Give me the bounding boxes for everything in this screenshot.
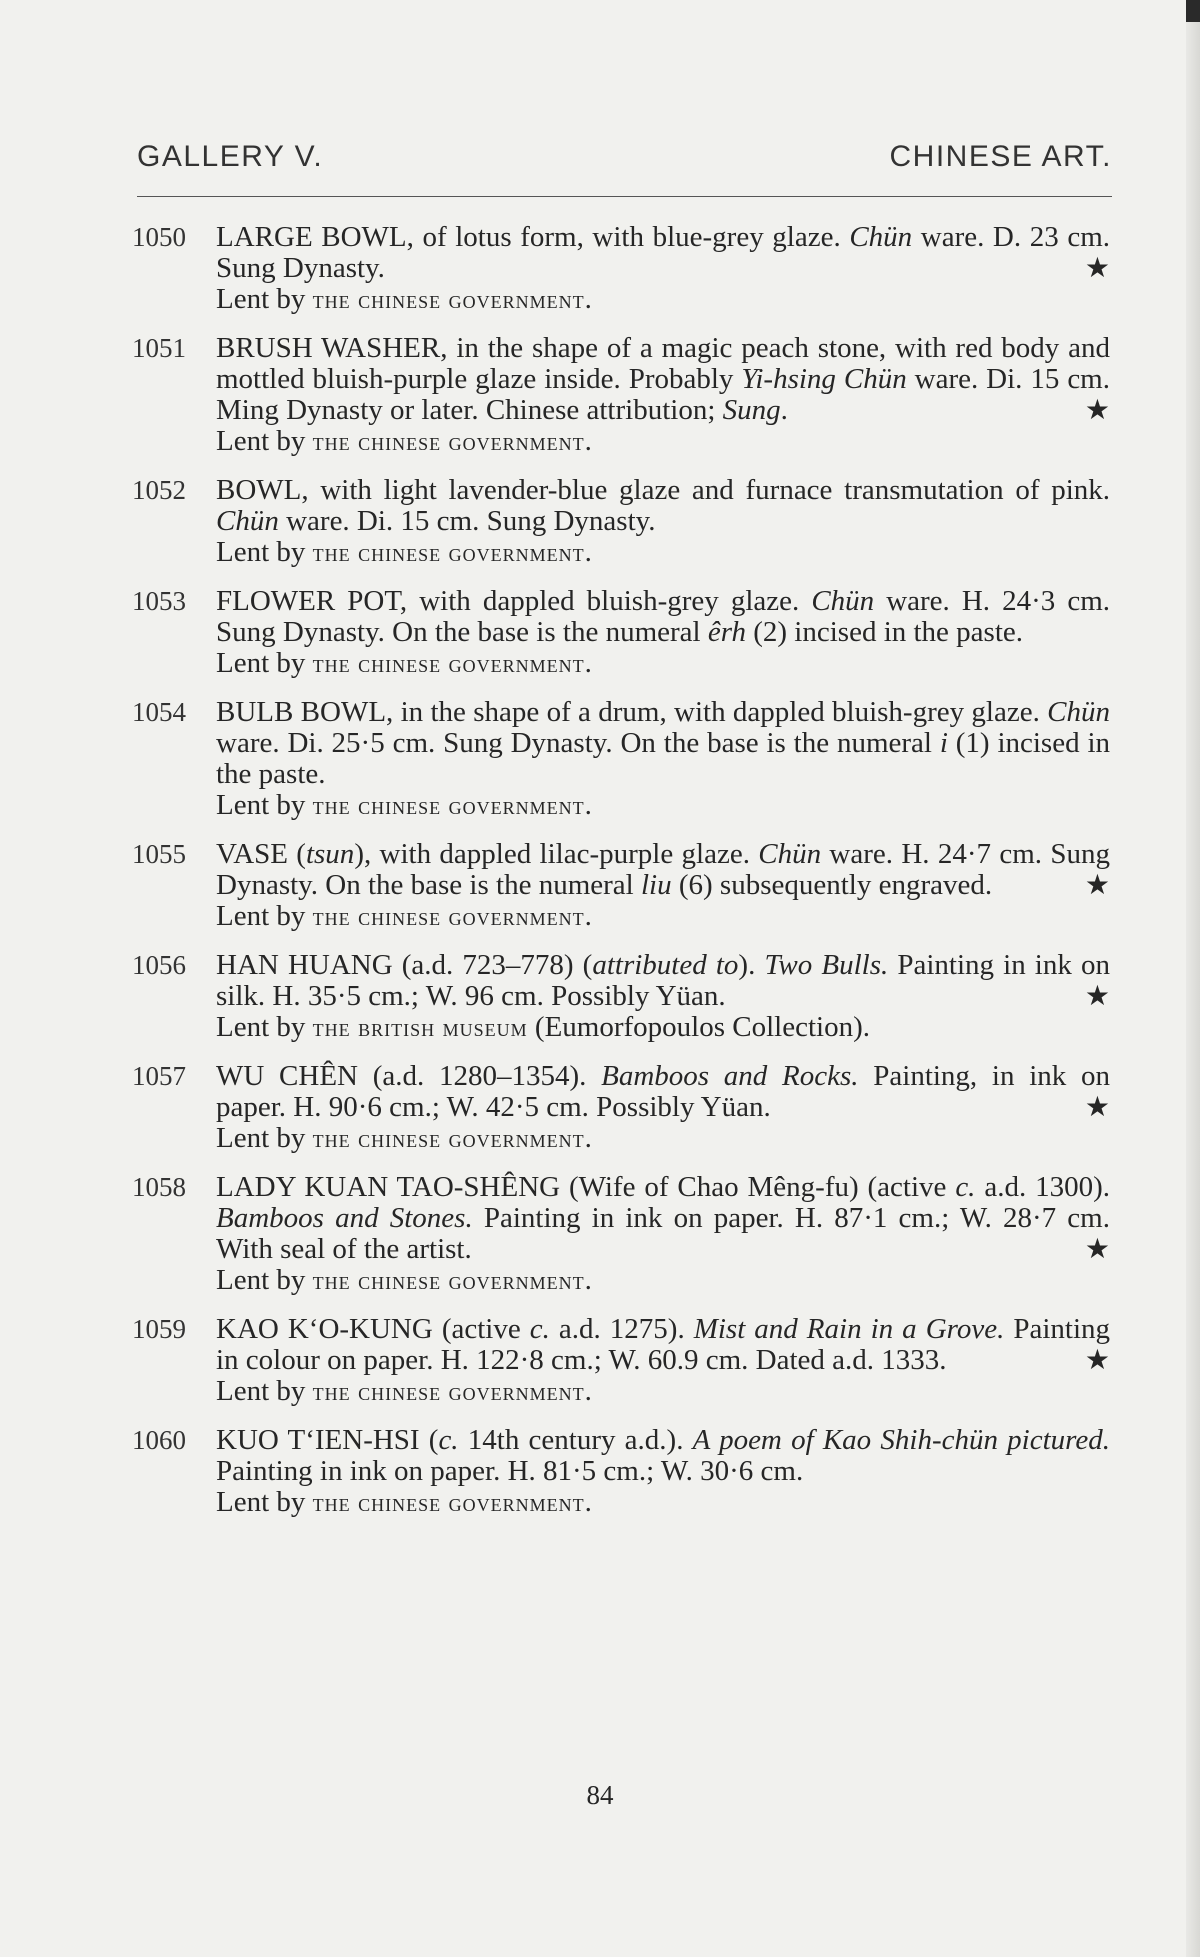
catalogue-entry xyxy=(132,333,1110,457)
entry-description: BULB BOWL, in the shape of a drum, with dappled bluish-grey glaze. Chün ware. Di. 25·5 cm. Sung Dynasty. On the base is the numeral i (1) incised in the paste. xyxy=(216,696,1110,790)
entry-number: 1050 xyxy=(132,222,186,252)
entry-lender: Lent by the chinese government. xyxy=(216,1122,592,1154)
entry-number: 1059 xyxy=(132,1314,186,1344)
catalogue-entry xyxy=(132,475,1110,568)
catalogue-entry xyxy=(132,1425,1110,1518)
entry-description: VASE (tsun), with dappled lilac-purple glaze. Chün ware. H. 24·7 cm. Sung Dynasty. On the base is the numeral liu (6) subsequently engraved. ★ xyxy=(216,838,1110,901)
catalogue-entry xyxy=(132,1172,1110,1296)
entry-body xyxy=(216,222,1110,315)
entry-lender: Lent by the chinese government. xyxy=(216,900,592,932)
entry-description: LADY KUAN TAO-SHÊNG (Wife of Chao Mêng-fu) (active c. a.d. 1300). Bamboos and Stones. Painting in ink on paper. H. 87·1 cm.; W. 28·7 cm. With seal of the artist. ★ xyxy=(216,1171,1111,1265)
entry-number: 1056 xyxy=(132,950,186,980)
entry-body xyxy=(216,697,1110,821)
entry-number: 1060 xyxy=(132,1425,186,1455)
entry-body xyxy=(216,950,1110,1043)
catalogue-entry xyxy=(132,950,1110,1043)
entry-number: 1052 xyxy=(132,475,186,505)
entry-number: 1051 xyxy=(132,333,186,363)
catalogue-entry xyxy=(132,586,1110,679)
entry-lender: Lent by the chinese government. xyxy=(216,1264,592,1296)
page-number: 84 xyxy=(586,1780,614,1810)
entry-lender: Lent by the chinese government. xyxy=(216,789,592,821)
catalogue-entries xyxy=(132,222,1110,1536)
entry-description: HAN HUANG (a.d. 723–778) (attributed to). Two Bulls. Painting in ink on silk. H. 35·5 cm.; W. 96 cm. Possibly Yüan. ★ xyxy=(216,949,1110,1012)
entry-number: 1057 xyxy=(132,1061,186,1091)
entry-number: 1054 xyxy=(132,697,186,727)
entry-body xyxy=(216,586,1110,679)
page-edge xyxy=(1186,0,1200,1957)
entry-description: LARGE BOWL, of lotus form, with blue-grey glaze. Chün ware. D. 23 cm. Sung Dynasty. ★ xyxy=(216,221,1110,284)
entry-lender: Lent by the british museum (Eumorfopoulos Collection). xyxy=(216,1011,870,1043)
entry-lender: Lent by the chinese government. xyxy=(216,283,592,315)
entry-body xyxy=(216,475,1110,568)
star-icon: ★ xyxy=(1084,1345,1110,1376)
star-icon: ★ xyxy=(1084,395,1110,426)
catalogue-entry xyxy=(132,697,1110,821)
star-icon: ★ xyxy=(1084,1234,1110,1265)
entry-body xyxy=(216,1314,1110,1407)
entry-number: 1058 xyxy=(132,1172,186,1202)
catalogue-entry xyxy=(132,1061,1110,1154)
entry-description: KAO K‘O-KUNG (active c. a.d. 1275). Mist and Rain in a Grove. Painting in colour on paper. H. 122·8 cm.; W. 60.9 cm. Dated a.d. 1333. ★ xyxy=(216,1313,1111,1376)
header-gallery: GALLERY V. xyxy=(137,140,324,173)
star-icon: ★ xyxy=(1084,981,1110,1012)
entry-description: FLOWER POT, with dappled bluish-grey glaze. Chün ware. H. 24·3 cm. Sung Dynasty. On the base is the numeral êrh (2) incised in the paste. xyxy=(216,585,1111,648)
entry-lender: Lent by the chinese government. xyxy=(216,1375,592,1407)
entry-number: 1053 xyxy=(132,586,186,616)
entry-description: BOWL, with light lavender-blue glaze and furnace transmutation of pink. Chün ware. Di. 15 cm. Sung Dynasty. xyxy=(216,474,1110,537)
catalogue-entry xyxy=(132,222,1110,315)
entry-description: KUO T‘IEN-HSI (c. 14th century a.d.). A poem of Kao Shih-chün pictured. Painting in ink on paper. H. 81·5 cm.; W. 30·6 cm. xyxy=(216,1424,1110,1487)
catalogue-entry xyxy=(132,1314,1110,1407)
entry-lender: Lent by the chinese government. xyxy=(216,1486,592,1518)
entry-body xyxy=(216,1172,1110,1296)
entry-body xyxy=(216,333,1110,457)
header-rule xyxy=(137,196,1112,197)
entry-lender: Lent by the chinese government. xyxy=(216,647,592,679)
entry-description: BRUSH WASHER, in the shape of a magic peach stone, with red body and mottled bluish-purple glaze inside. Probably Yi-hsing Chün ware. Di. 15 cm. Ming Dynasty or later. Chinese attribution; Sung. ★ xyxy=(216,332,1110,426)
entry-number: 1055 xyxy=(132,839,186,869)
entry-body xyxy=(216,1061,1110,1154)
entry-lender: Lent by the chinese government. xyxy=(216,536,592,568)
page-corner xyxy=(1186,0,1200,22)
entry-lender: Lent by the chinese government. xyxy=(216,425,592,457)
star-icon: ★ xyxy=(1084,253,1110,284)
entry-body xyxy=(216,1425,1110,1518)
catalogue-entry xyxy=(132,839,1110,932)
entry-body xyxy=(216,839,1110,932)
header-section: CHINESE ART. xyxy=(889,140,1112,173)
star-icon: ★ xyxy=(1084,870,1110,901)
star-icon: ★ xyxy=(1084,1092,1110,1123)
entry-description: WU CHÊN (a.d. 1280–1354). Bamboos and Rocks. Painting, in ink on paper. H. 90·6 cm.; W. 42·5 cm. Possibly Yüan. ★ xyxy=(216,1060,1110,1123)
running-header xyxy=(137,140,1112,174)
